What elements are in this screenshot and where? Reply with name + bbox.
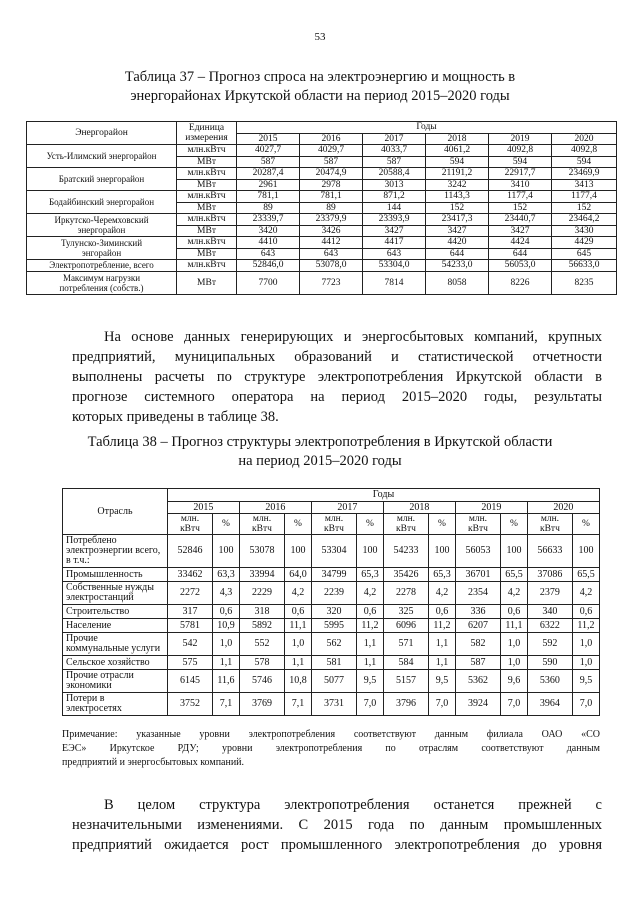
value-cell: 1177,4 <box>489 191 552 203</box>
table38-caption: Таблица 38 – Прогноз структуры электропотребления в Иркутской области на период 2015–2020 годы <box>87 434 553 469</box>
table-row <box>63 693 600 716</box>
percent-cell: 11,2 <box>357 619 384 633</box>
value-cell: 4424 <box>489 237 552 249</box>
value-cell: 594 <box>426 156 489 168</box>
percent-cell: 100 <box>501 535 528 568</box>
percent-cell: 7,0 <box>573 693 600 716</box>
percent-cell: 0,6 <box>429 605 456 619</box>
subheader-value: млн. кВтч <box>239 514 284 535</box>
header-year: 2019 <box>489 133 552 145</box>
value-cell: 645 <box>552 248 617 260</box>
percent-cell: 9,6 <box>501 670 528 693</box>
header-year: 2018 <box>426 133 489 145</box>
table-row <box>27 214 617 226</box>
header-year: 2015 <box>237 133 300 145</box>
header-year: 2020 <box>552 133 617 145</box>
value-cell: 23393,9 <box>363 214 426 226</box>
value-cell: 317 <box>167 605 212 619</box>
value-cell: 552 <box>239 633 284 656</box>
sector-label: Прочие коммунальные услуги <box>63 633 168 656</box>
subheader-percent: % <box>429 514 456 535</box>
value-cell: 643 <box>300 248 363 260</box>
unit-cell: млн.кВтч <box>177 260 237 272</box>
value-cell: 3752 <box>167 693 212 716</box>
percent-cell: 11,6 <box>213 670 240 693</box>
sector-label: Потреблено электроэнергии всего, в т.ч.: <box>63 535 168 568</box>
percent-cell: 9,5 <box>429 670 456 693</box>
value-cell: 7723 <box>300 271 363 294</box>
value-cell: 5892 <box>239 619 284 633</box>
value-cell: 644 <box>489 248 552 260</box>
percent-cell: 0,6 <box>357 605 384 619</box>
sector-label: Собственные нужды электростанций <box>63 582 168 605</box>
value-cell: 1177,4 <box>552 191 617 203</box>
value-cell: 3427 <box>363 225 426 237</box>
value-cell: 594 <box>489 156 552 168</box>
value-cell: 152 <box>489 202 552 214</box>
value-cell: 52846,0 <box>237 260 300 272</box>
value-cell: 562 <box>311 633 356 656</box>
energy-demand-table <box>26 121 617 295</box>
percent-cell: 0,6 <box>501 605 528 619</box>
value-cell: 23440,7 <box>489 214 552 226</box>
table-row <box>27 237 617 249</box>
table-row <box>27 168 617 180</box>
value-cell: 20287,4 <box>237 168 300 180</box>
header-year: 2019 <box>455 502 527 514</box>
percent-cell: 9,5 <box>357 670 384 693</box>
percent-cell: 1,0 <box>213 633 240 656</box>
header-years: Годы <box>167 489 599 502</box>
value-cell: 643 <box>237 248 300 260</box>
value-cell: 53078,0 <box>300 260 363 272</box>
percent-cell: 0,6 <box>573 605 600 619</box>
value-cell: 4092,8 <box>552 145 617 157</box>
header-region: Энергорайон <box>27 122 177 145</box>
percent-cell: 100 <box>429 535 456 568</box>
percent-cell: 4,3 <box>213 582 240 605</box>
unit-cell: млн.кВтч <box>177 145 237 157</box>
subheader-value: млн. кВтч <box>527 514 572 535</box>
value-cell: 23379,9 <box>300 214 363 226</box>
subheader-percent: % <box>285 514 312 535</box>
percent-cell: 63,3 <box>213 568 240 582</box>
percent-cell: 1,1 <box>429 656 456 670</box>
value-cell: 23469,9 <box>552 168 617 180</box>
unit-cell: млн.кВтч <box>177 237 237 249</box>
paragraph-structure: В целом структура электропотребления останется прежней с незначительными изменениями. С 2015 года по данным промышленных предприятий ожидается рост промышленного электропотребления до уровня <box>72 797 602 853</box>
value-cell: 581 <box>311 656 356 670</box>
value-cell: 4412 <box>300 237 363 249</box>
value-cell: 6096 <box>383 619 428 633</box>
value-cell: 578 <box>239 656 284 670</box>
value-cell: 23417,3 <box>426 214 489 226</box>
value-cell: 37086 <box>527 568 572 582</box>
value-cell: 23339,7 <box>237 214 300 226</box>
value-cell: 56053,0 <box>489 260 552 272</box>
table-row <box>63 633 600 656</box>
value-cell: 2272 <box>167 582 212 605</box>
unit-cell: млн.кВтч <box>177 214 237 226</box>
value-cell: 54233,0 <box>426 260 489 272</box>
value-cell: 7814 <box>363 271 426 294</box>
percent-cell: 7,0 <box>429 693 456 716</box>
unit-cell: МВт <box>177 248 237 260</box>
percent-cell: 1,0 <box>501 633 528 656</box>
unit-cell: МВт <box>177 225 237 237</box>
value-cell: 3430 <box>552 225 617 237</box>
value-cell: 56633 <box>527 535 572 568</box>
subheader-value: млн. кВтч <box>311 514 356 535</box>
table-row <box>63 619 600 633</box>
unit-cell: МВт <box>177 156 237 168</box>
value-cell: 587 <box>237 156 300 168</box>
value-cell: 3796 <box>383 693 428 716</box>
value-cell: 5362 <box>455 670 500 693</box>
percent-cell: 1,0 <box>573 656 600 670</box>
table-row-max-load <box>27 271 617 294</box>
percent-cell: 1,1 <box>285 656 312 670</box>
unit-cell: МВт <box>177 271 237 294</box>
percent-cell: 9,5 <box>573 670 600 693</box>
value-cell: 5995 <box>311 619 356 633</box>
value-cell: 542 <box>167 633 212 656</box>
percent-cell: 65,3 <box>357 568 384 582</box>
value-cell: 781,1 <box>237 191 300 203</box>
value-cell: 336 <box>455 605 500 619</box>
value-cell: 3420 <box>237 225 300 237</box>
value-cell: 587 <box>455 656 500 670</box>
value-cell: 7700 <box>237 271 300 294</box>
percent-cell: 4,2 <box>357 582 384 605</box>
sector-label: Строительство <box>63 605 168 619</box>
value-cell: 2278 <box>383 582 428 605</box>
percent-cell: 10,8 <box>285 670 312 693</box>
value-cell: 8226 <box>489 271 552 294</box>
unit-cell: МВт <box>177 202 237 214</box>
percent-cell: 65,5 <box>573 568 600 582</box>
header-year: 2016 <box>300 133 363 145</box>
value-cell: 53078 <box>239 535 284 568</box>
value-cell: 4029,7 <box>300 145 363 157</box>
page-number: 53 <box>314 31 326 43</box>
header-year: 2018 <box>383 502 455 514</box>
value-cell: 3769 <box>239 693 284 716</box>
value-cell: 89 <box>300 202 363 214</box>
value-cell: 5157 <box>383 670 428 693</box>
percent-cell: 7,1 <box>213 693 240 716</box>
value-cell: 89 <box>237 202 300 214</box>
value-cell: 587 <box>300 156 363 168</box>
value-cell: 4417 <box>363 237 426 249</box>
value-cell: 318 <box>239 605 284 619</box>
value-cell: 590 <box>527 656 572 670</box>
value-cell: 33994 <box>239 568 284 582</box>
value-cell: 4033,7 <box>363 145 426 157</box>
table-row <box>63 568 600 582</box>
percent-cell: 0,6 <box>213 605 240 619</box>
header-year: 2020 <box>527 502 599 514</box>
header-year: 2015 <box>167 502 239 514</box>
max-load-label: Максимум нагрузки потребления (собств.) <box>27 271 177 294</box>
percent-cell: 100 <box>285 535 312 568</box>
value-cell: 56633,0 <box>552 260 617 272</box>
value-cell: 53304,0 <box>363 260 426 272</box>
subheader-percent: % <box>501 514 528 535</box>
value-cell: 33462 <box>167 568 212 582</box>
percent-cell: 11,1 <box>285 619 312 633</box>
value-cell: 20474,9 <box>300 168 363 180</box>
value-cell: 781,1 <box>300 191 363 203</box>
value-cell: 54233 <box>383 535 428 568</box>
sector-label: Прочие отрасли экономики <box>63 670 168 693</box>
table-row <box>63 670 600 693</box>
value-cell: 594 <box>552 156 617 168</box>
percent-cell: 7,0 <box>501 693 528 716</box>
percent-cell: 1,1 <box>213 656 240 670</box>
value-cell: 4027,7 <box>237 145 300 157</box>
value-cell: 34799 <box>311 568 356 582</box>
value-cell: 4429 <box>552 237 617 249</box>
percent-cell: 4,2 <box>501 582 528 605</box>
region-cell: Иркутско-Черемховский энергорайон <box>27 214 177 237</box>
value-cell: 144 <box>363 202 426 214</box>
value-cell: 6207 <box>455 619 500 633</box>
percent-cell: 1,1 <box>429 633 456 656</box>
value-cell: 320 <box>311 605 356 619</box>
value-cell: 152 <box>552 202 617 214</box>
subheader-value: млн. кВтч <box>383 514 428 535</box>
percent-cell: 1,0 <box>285 633 312 656</box>
percent-cell: 4,2 <box>573 582 600 605</box>
percent-cell: 65,5 <box>501 568 528 582</box>
value-cell: 571 <box>383 633 428 656</box>
region-cell: Бодайбинский энергорайон <box>27 191 177 214</box>
value-cell: 2229 <box>239 582 284 605</box>
value-cell: 3426 <box>300 225 363 237</box>
value-cell: 2239 <box>311 582 356 605</box>
value-cell: 2354 <box>455 582 500 605</box>
percent-cell: 11,1 <box>501 619 528 633</box>
percent-cell: 100 <box>573 535 600 568</box>
percent-cell: 4,2 <box>285 582 312 605</box>
sector-label: Промышленность <box>63 568 168 582</box>
table-row <box>63 605 600 619</box>
value-cell: 592 <box>527 633 572 656</box>
value-cell: 575 <box>167 656 212 670</box>
value-cell: 5077 <box>311 670 356 693</box>
percent-cell: 1,1 <box>357 633 384 656</box>
table-row <box>27 191 617 203</box>
value-cell: 152 <box>426 202 489 214</box>
header-year: 2017 <box>363 133 426 145</box>
value-cell: 56053 <box>455 535 500 568</box>
header-sector: Отрасль <box>63 489 168 535</box>
table37-caption: Таблица 37 – Прогноз спроса на электроэнергию и мощность в энергорайонах Иркутской области на период 2015–2020 годы <box>124 69 516 104</box>
region-cell: Усть-Илимский энергорайон <box>27 145 177 168</box>
subheader-percent: % <box>573 514 600 535</box>
value-cell: 587 <box>363 156 426 168</box>
subheader-percent: % <box>357 514 384 535</box>
value-cell: 2379 <box>527 582 572 605</box>
value-cell: 53304 <box>311 535 356 568</box>
value-cell: 325 <box>383 605 428 619</box>
value-cell: 20588,4 <box>363 168 426 180</box>
percent-cell: 7,0 <box>357 693 384 716</box>
value-cell: 35426 <box>383 568 428 582</box>
paragraph-calculations: На основе данных генерирующих и энергосбытовых компаний, крупных предприятий, муниципальных образований и статистической отчетности выполнены расчеты по структуре электропотребления Иркутской области в прогнозе системного оператора на период 2015–2020 годы, результаты которых приведены в таблице 38. <box>72 329 602 425</box>
percent-cell: 0,6 <box>285 605 312 619</box>
percent-cell: 1,0 <box>501 656 528 670</box>
value-cell: 4061,2 <box>426 145 489 157</box>
table-row <box>27 145 617 157</box>
value-cell: 36701 <box>455 568 500 582</box>
percent-cell: 100 <box>213 535 240 568</box>
value-cell: 340 <box>527 605 572 619</box>
table-row <box>63 535 600 568</box>
percent-cell: 1,0 <box>573 633 600 656</box>
percent-cell: 11,2 <box>573 619 600 633</box>
value-cell: 4420 <box>426 237 489 249</box>
value-cell: 21191,2 <box>426 168 489 180</box>
value-cell: 643 <box>363 248 426 260</box>
value-cell: 1143,3 <box>426 191 489 203</box>
header-unit: Единица измерения <box>177 122 237 145</box>
unit-cell: млн.кВтч <box>177 168 237 180</box>
value-cell: 3410 <box>489 179 552 191</box>
value-cell: 6322 <box>527 619 572 633</box>
percent-cell: 7,1 <box>285 693 312 716</box>
subheader-value: млн. кВтч <box>455 514 500 535</box>
value-cell: 4092,8 <box>489 145 552 157</box>
percent-cell: 1,1 <box>357 656 384 670</box>
table-note: Примечание: указанные уровни электропотребления соответствуют данным филиала ОАО «СО ЕЭС» Иркутское РДУ; уровни электропотребления по отраслям соответствуют данным предприятий и энергосбытовых компаний. <box>62 729 600 768</box>
value-cell: 8058 <box>426 271 489 294</box>
value-cell: 22917,7 <box>489 168 552 180</box>
region-cell: Тулунско-Зиминский энгорайон <box>27 237 177 260</box>
region-cell: Братский энергорайон <box>27 168 177 191</box>
value-cell: 3427 <box>489 225 552 237</box>
value-cell: 5746 <box>239 670 284 693</box>
subheader-value: млн. кВтч <box>167 514 212 535</box>
value-cell: 3924 <box>455 693 500 716</box>
value-cell: 3013 <box>363 179 426 191</box>
table-row <box>63 656 600 670</box>
subheader-percent: % <box>213 514 240 535</box>
unit-cell: МВт <box>177 179 237 191</box>
percent-cell: 4,2 <box>429 582 456 605</box>
value-cell: 3964 <box>527 693 572 716</box>
value-cell: 582 <box>455 633 500 656</box>
total-label: Электропотребление, всего <box>27 260 177 272</box>
value-cell: 644 <box>426 248 489 260</box>
value-cell: 2978 <box>300 179 363 191</box>
value-cell: 4410 <box>237 237 300 249</box>
value-cell: 3242 <box>426 179 489 191</box>
table-row-total <box>27 260 617 272</box>
value-cell: 23464,2 <box>552 214 617 226</box>
percent-cell: 11,2 <box>429 619 456 633</box>
header-years: Годы <box>237 122 617 134</box>
header-year: 2017 <box>311 502 383 514</box>
table-row <box>63 582 600 605</box>
value-cell: 2961 <box>237 179 300 191</box>
consumption-structure-table <box>62 488 600 716</box>
unit-cell: млн.кВтч <box>177 191 237 203</box>
value-cell: 8235 <box>552 271 617 294</box>
value-cell: 5781 <box>167 619 212 633</box>
percent-cell: 64,0 <box>285 568 312 582</box>
header-year: 2016 <box>239 502 311 514</box>
value-cell: 871,2 <box>363 191 426 203</box>
percent-cell: 10,9 <box>213 619 240 633</box>
value-cell: 6145 <box>167 670 212 693</box>
percent-cell: 65,3 <box>429 568 456 582</box>
sector-label: Население <box>63 619 168 633</box>
sector-label: Потери в электросетях <box>63 693 168 716</box>
sector-label: Сельское хозяйство <box>63 656 168 670</box>
value-cell: 3427 <box>426 225 489 237</box>
value-cell: 584 <box>383 656 428 670</box>
value-cell: 3413 <box>552 179 617 191</box>
value-cell: 52846 <box>167 535 212 568</box>
percent-cell: 100 <box>357 535 384 568</box>
value-cell: 5360 <box>527 670 572 693</box>
value-cell: 3731 <box>311 693 356 716</box>
